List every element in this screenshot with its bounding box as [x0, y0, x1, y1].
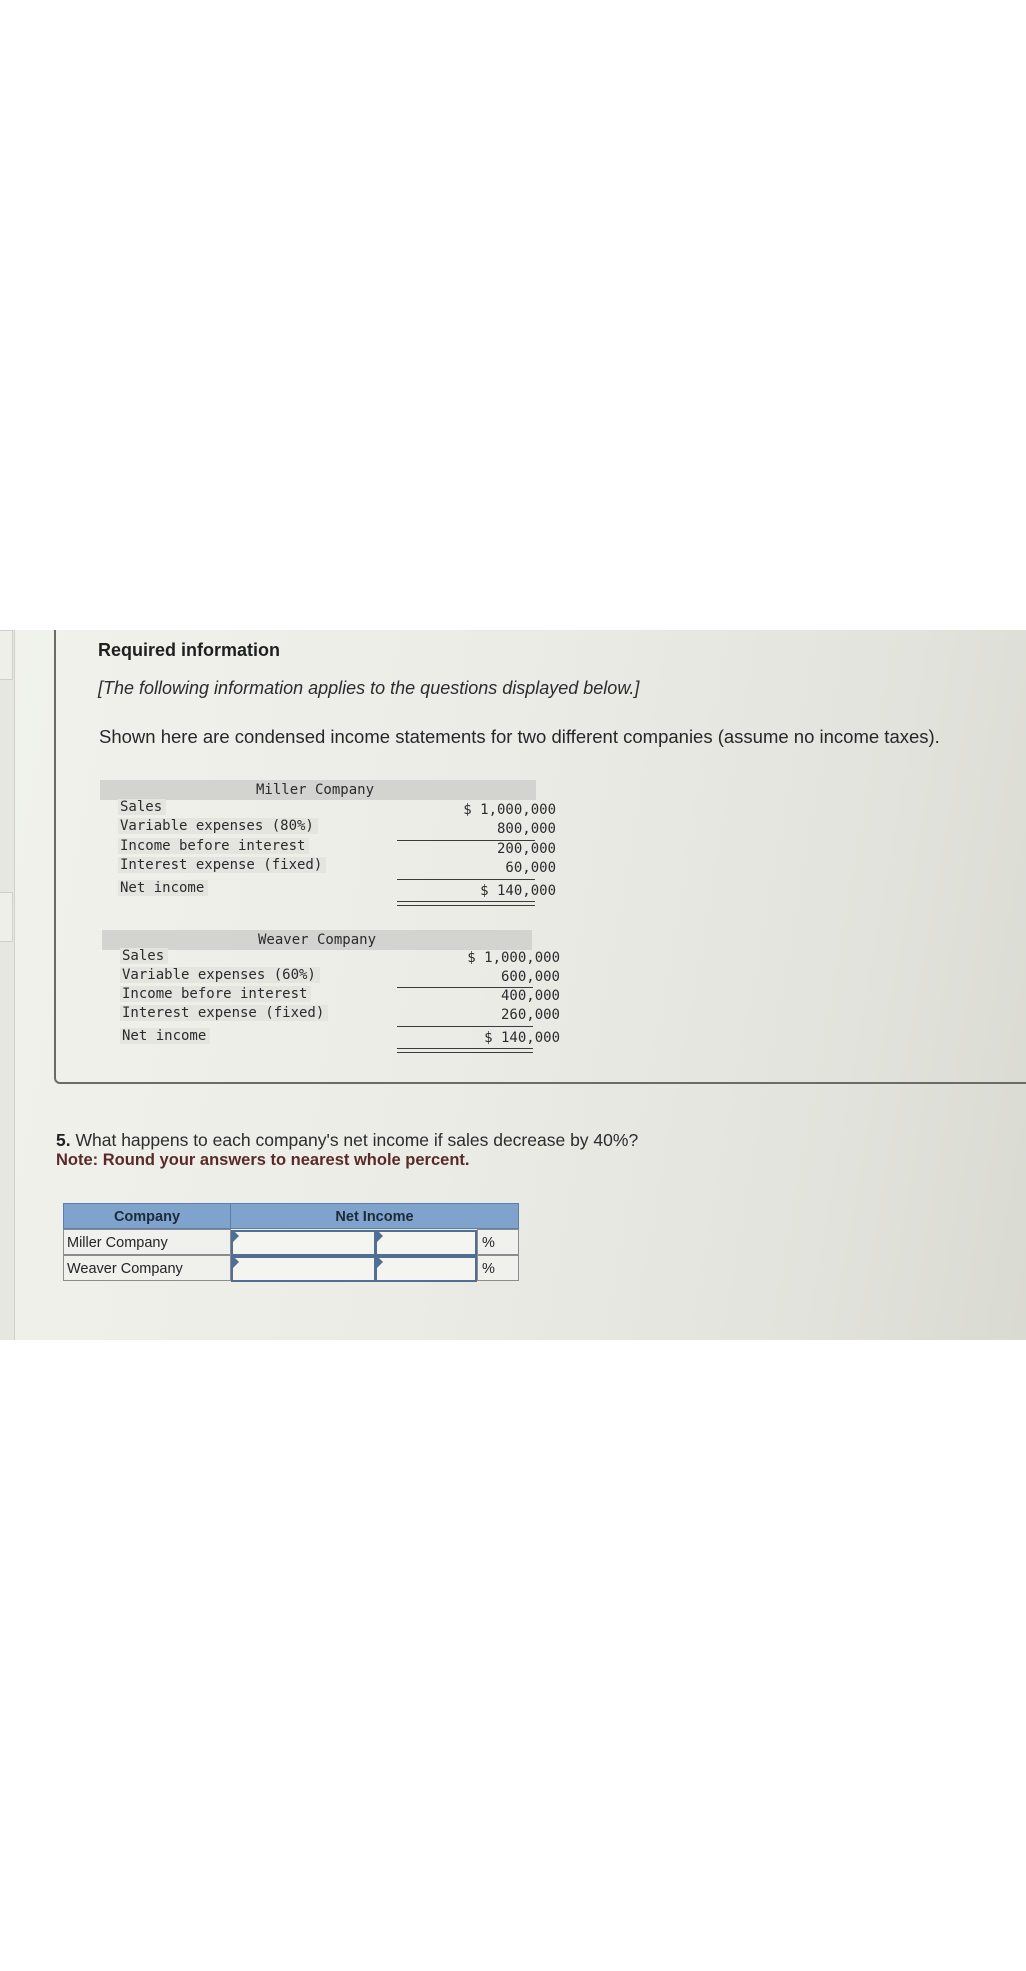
- weaver-value-sales: $ 1,000,000: [467, 950, 560, 966]
- miller-header: [100, 780, 536, 800]
- miller-label-income-before-interest: Income before interest: [118, 838, 309, 854]
- miller-value-income-before-interest: 200,000: [496, 841, 556, 857]
- weaver-percent-input[interactable]: [375, 1256, 477, 1282]
- header-net-income: Net Income: [230, 1203, 519, 1229]
- miller-label-sales: Sales: [118, 799, 166, 815]
- weaver-header: [102, 930, 532, 950]
- left-edge-frame: [0, 630, 15, 1340]
- question-note: Note: Round your answers to nearest whole percent.: [56, 1151, 470, 1169]
- weaver-value-net-income: $ 140,000: [484, 1030, 560, 1046]
- question-body: What happens to each company's net income if sales decrease by 40%?: [75, 1130, 639, 1150]
- weaver-value-variable-expenses: 600,000: [500, 969, 560, 985]
- required-info-title: Required information: [98, 640, 281, 660]
- question-text: [56, 1130, 638, 1151]
- miller-underline: [397, 879, 535, 880]
- miller-percent-input[interactable]: [375, 1230, 477, 1256]
- miller-company-name: Miller Company: [256, 782, 375, 798]
- weaver-label-interest-expense: Interest expense (fixed): [120, 1005, 328, 1021]
- miller-amount-input[interactable]: [231, 1230, 376, 1256]
- required-info-note: [The following information applies to the questions displayed below.]: [98, 678, 640, 698]
- edge-tab: [0, 630, 13, 680]
- weaver-label-income-before-interest: Income before interest: [120, 986, 311, 1002]
- row-company-weaver: Weaver Company: [63, 1255, 231, 1281]
- weaver-label-sales: Sales: [120, 948, 168, 964]
- miller-value-net-income: $ 140,000: [480, 883, 556, 899]
- weaver-label-variable-expenses: Variable expenses (60%): [120, 967, 320, 983]
- miller-value-variable-expenses: 800,000: [496, 821, 556, 837]
- weaver-label-net-income: Net income: [120, 1028, 210, 1044]
- miller-percent-unit: %: [477, 1229, 519, 1255]
- miller-statement: [100, 780, 556, 910]
- weaver-amount-input[interactable]: [231, 1256, 376, 1282]
- miller-label-net-income: Net income: [118, 880, 208, 896]
- weaver-value-interest-expense: 260,000: [500, 1007, 560, 1023]
- weaver-percent-unit: %: [477, 1255, 519, 1281]
- weaver-underline: [397, 1026, 533, 1027]
- weaver-company-name: Weaver Company: [258, 932, 377, 948]
- weaver-value-income-before-interest: 400,000: [500, 988, 560, 1004]
- weaver-double-underline: [397, 1048, 533, 1053]
- intro-text: Shown here are condensed income statements for two different companies (assume no income taxes).: [99, 726, 940, 747]
- answer-table: [63, 1203, 519, 1283]
- edge-tab: [0, 892, 13, 942]
- miller-label-interest-expense: Interest expense (fixed): [118, 857, 326, 873]
- question-number: 5.: [56, 1130, 71, 1150]
- miller-double-underline: [397, 901, 535, 906]
- header-company: Company: [63, 1203, 231, 1229]
- miller-label-variable-expenses: Variable expenses (80%): [118, 818, 318, 834]
- miller-value-interest-expense: 60,000: [505, 860, 556, 876]
- miller-value-sales: $ 1,000,000: [463, 802, 556, 818]
- weaver-statement: [102, 930, 560, 1060]
- row-company-miller: Miller Company: [63, 1229, 231, 1255]
